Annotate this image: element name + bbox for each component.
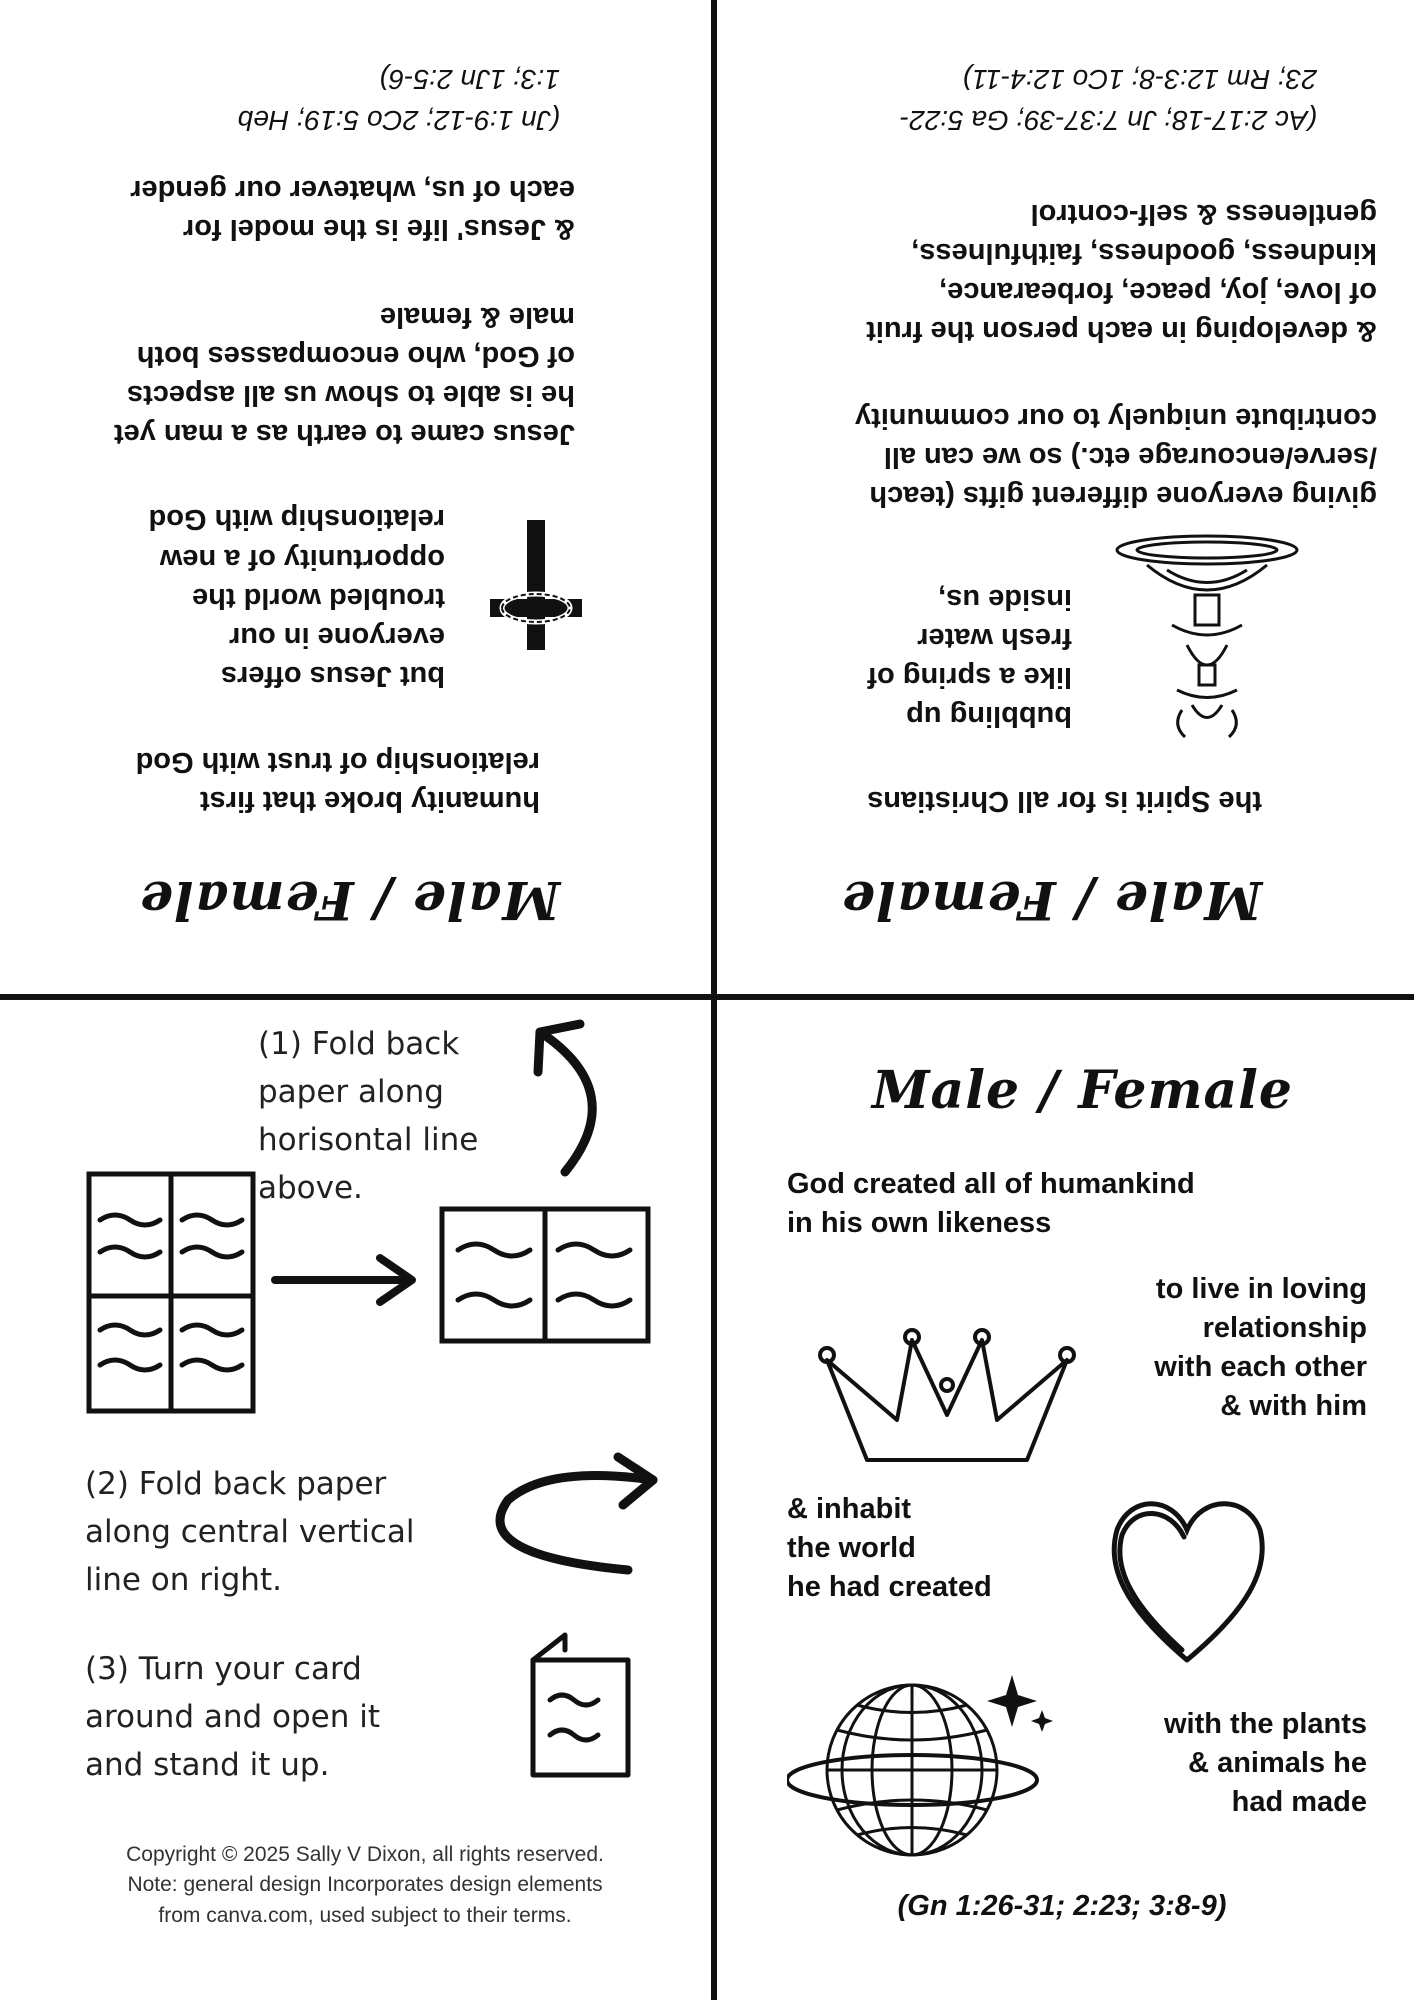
- text-line: line on right.: [85, 1562, 282, 1599]
- text-line: & animals he: [1188, 1747, 1367, 1780]
- instruction-step-3: [85, 1645, 380, 1789]
- text-line: relationship with God: [148, 503, 445, 536]
- text-line: around and open it: [85, 1699, 381, 1736]
- text-line: of love, joy, peace, forbearance,: [939, 275, 1377, 308]
- text-line: along central vertical: [85, 1514, 415, 1551]
- text-line: from canva.com, used subject to their terms.: [158, 1903, 572, 1927]
- text-line: but Jesus offers: [221, 660, 445, 692]
- panel-title: Male / Female: [138, 869, 560, 930]
- text-line: inside us,: [938, 582, 1072, 615]
- front-panel: [717, 1000, 1414, 1990]
- text-line: & with him: [1220, 1390, 1367, 1423]
- text-line: /serve/encourage etc.) so we can all: [883, 440, 1377, 473]
- scripture-reference: [238, 59, 560, 140]
- text-line: bubbling up: [906, 700, 1072, 732]
- cross-with-crown-of-thorns-icon: [480, 515, 590, 655]
- scripture-reference: (Gn 1:26-31; 2:23; 3:8-9): [897, 1890, 1227, 1922]
- text-line: contribute uniquely to our community: [855, 401, 1377, 434]
- text-line: giving everyone different gifts (teach: [869, 480, 1377, 512]
- text-line: everyone in our: [229, 620, 445, 653]
- text-line: like a spring of: [867, 660, 1072, 693]
- instruction-step-2: [85, 1460, 414, 1604]
- curved-arrow-up-icon: [520, 1012, 620, 1192]
- text-line: Jesus came to earth as a man yet: [113, 418, 575, 450]
- paragraph-plants-animals: [1047, 1705, 1367, 1822]
- text-line: gentleness & self-control: [1030, 197, 1377, 230]
- copyright-notice: [0, 1840, 700, 1931]
- paragraph-jesus-offers: [149, 499, 445, 695]
- text-line: (3) Turn your card: [85, 1651, 362, 1687]
- text-line: (Jn 1:9-12; 2Co 5:19; Heb: [237, 105, 560, 136]
- heart-icon: [1102, 1485, 1272, 1670]
- text-line: to live in loving: [1155, 1273, 1367, 1305]
- text-line: fresh water: [917, 621, 1072, 654]
- text-line: (Ac 2:17-18; Jn 7:37-39; Ga 5:22-: [899, 105, 1317, 136]
- text-line: humanity broke that first: [200, 785, 540, 817]
- paragraph-inhabit: [787, 1490, 992, 1607]
- panel-title: Male / Female: [872, 1060, 1294, 1121]
- paragraph-jesus-man: [114, 296, 575, 453]
- paragraph-humanity: [136, 742, 540, 820]
- text-line: he had created: [787, 1571, 992, 1604]
- text-line: horisontal line: [258, 1122, 479, 1159]
- paragraph-fruit: [866, 193, 1377, 350]
- text-line: in his own likeness: [787, 1207, 1052, 1240]
- text-line: and stand it up.: [85, 1747, 330, 1784]
- text-line: with the plants: [1164, 1708, 1367, 1740]
- standing-card-icon: [525, 1630, 635, 1780]
- instructions-panel: [0, 1000, 700, 1990]
- fountain-icon: [1107, 515, 1307, 745]
- text-line: relationship of trust with God: [135, 745, 540, 778]
- text-line: God created all of humankind: [787, 1168, 1195, 1200]
- text-line: above.: [258, 1170, 363, 1207]
- paragraph-spirit: the Spirit is for all Christians: [867, 785, 1262, 817]
- curved-arrow-right-icon: [488, 1445, 663, 1580]
- text-line: the world: [787, 1532, 916, 1565]
- text-line: & Jesus' life is the model for: [182, 213, 575, 245]
- text-line: had made: [1231, 1786, 1367, 1819]
- text-line: relationship: [1202, 1312, 1367, 1345]
- text-line: male & female: [379, 300, 575, 333]
- text-line: troubled world the: [192, 581, 445, 614]
- paragraph-spring: [867, 578, 1072, 735]
- text-line: 23; Rm 12:3-8; 1Co 12:4-11): [962, 64, 1317, 96]
- text-line: & inhabit: [787, 1493, 912, 1525]
- text-line: of God, who encompasses both: [136, 339, 575, 372]
- text-line: paper along: [258, 1074, 444, 1111]
- paragraph-relationship: [1047, 1270, 1367, 1427]
- text-line: (2) Fold back paper: [85, 1466, 387, 1502]
- text-line: each of us, whatever our gender: [130, 173, 575, 206]
- crown-icon: [817, 1325, 1077, 1465]
- inside-right-panel: [717, 0, 1414, 990]
- paragraph-jesus-model: [130, 170, 575, 248]
- paragraph-god-created: [787, 1165, 1195, 1243]
- text-line: Copyright © 2025 Sally V Dixon, all rights reserved.: [126, 1843, 604, 1866]
- inside-left-panel: [0, 0, 700, 990]
- text-line: with each other: [1154, 1351, 1367, 1384]
- panel-title: Male / Female: [840, 869, 1262, 930]
- text-line: he is able to show us all aspects: [126, 378, 575, 411]
- instruction-step-1: [258, 1020, 478, 1212]
- scripture-reference: [900, 59, 1317, 140]
- folded-sheet-icon: [85, 1170, 257, 1415]
- text-line: (1) Fold back: [258, 1026, 460, 1062]
- text-line: & developing in each person the fruit: [866, 315, 1377, 347]
- text-line: 1:3; 1Jn 2:5-6): [379, 64, 560, 96]
- text-line: Note: general design Incorporates design elements: [127, 1873, 603, 1897]
- text-line: kindness, goodness, faithfulness,: [911, 236, 1377, 269]
- paragraph-gifts: [855, 398, 1377, 515]
- text-line: opportunity of a new: [159, 542, 445, 575]
- folded-half-icon: [438, 1205, 653, 1345]
- arrow-right-icon: [270, 1250, 420, 1310]
